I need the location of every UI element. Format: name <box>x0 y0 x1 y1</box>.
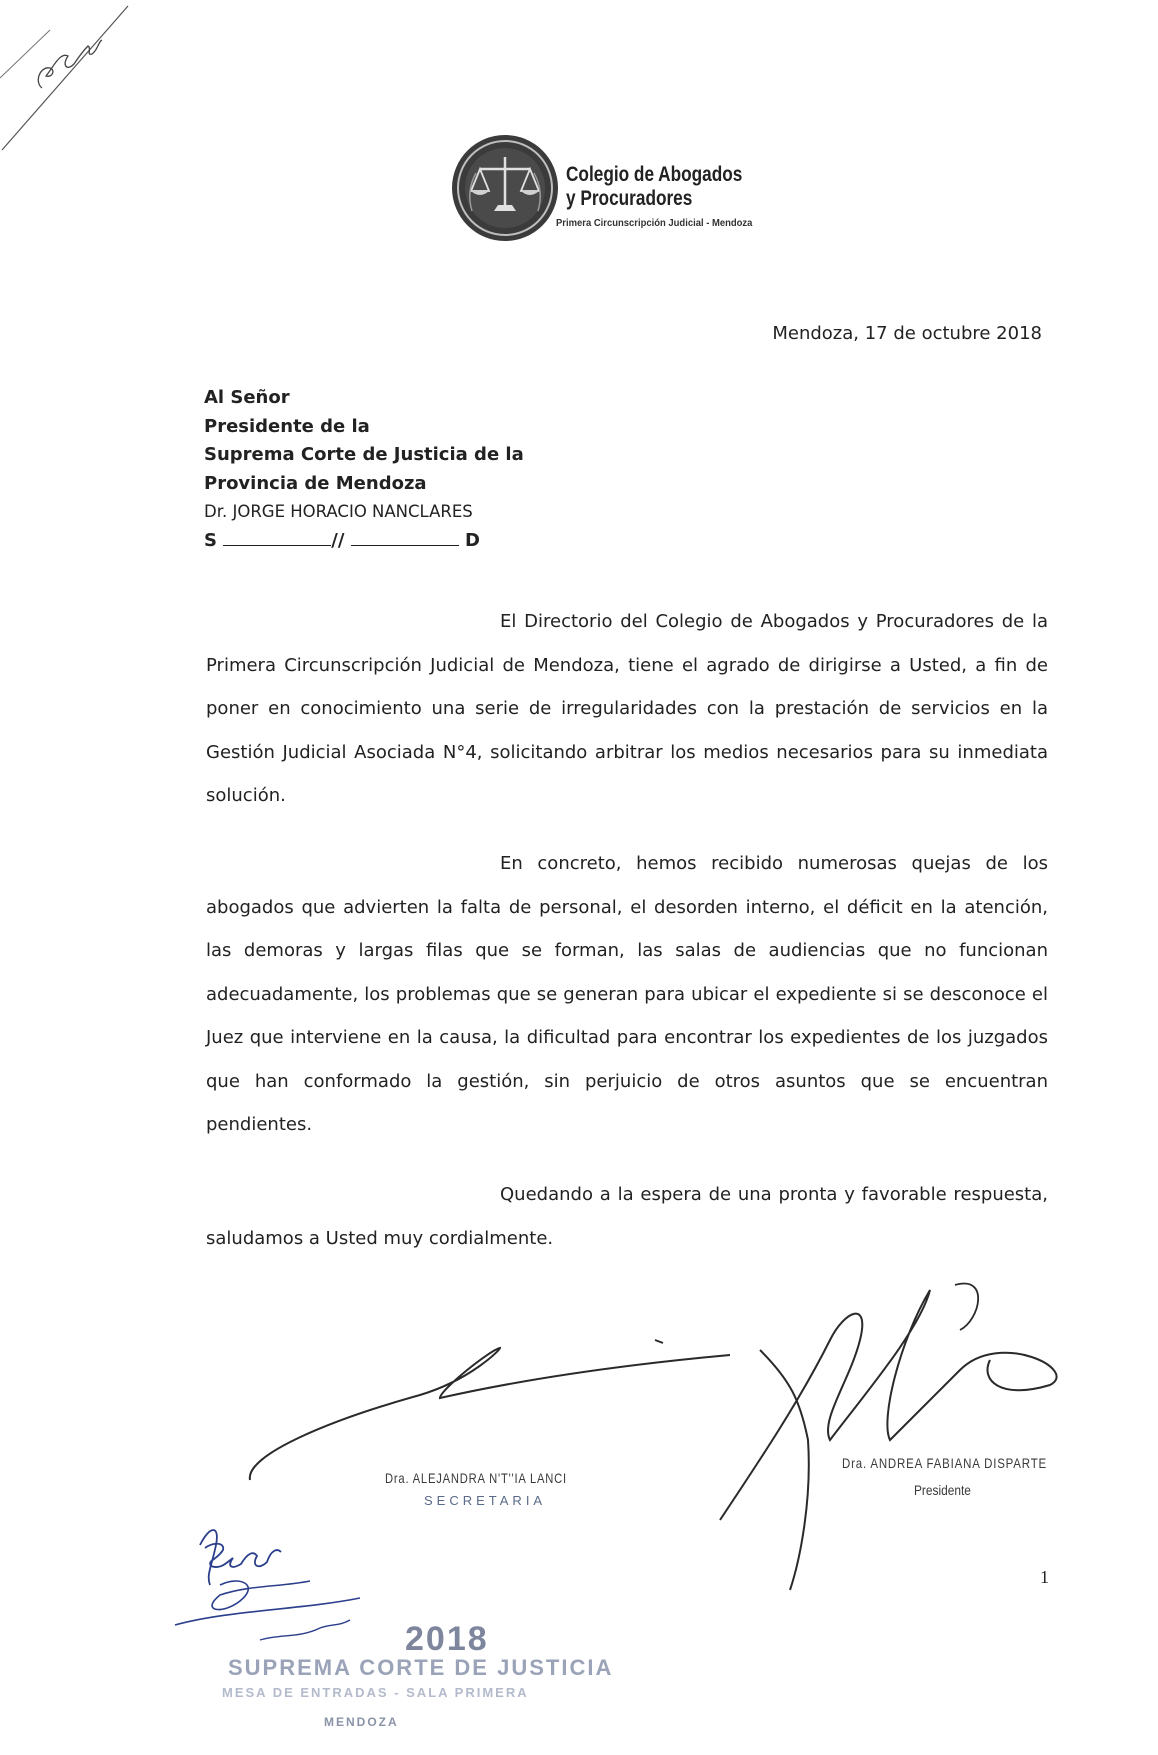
organization-name: Colegio de Abogados y Procuradores <box>566 163 743 210</box>
body-paragraph-1: El Directorio del Colegio de Abogados y Procuradores de la Primera Circunscripción Judicial de Mendoza, tiene el agrado de dirigirse a Usted, a fin de poner en conocimiento una serie de irregularidades con la prestación de servicios en la Gestión Judicial Asociada N°4, solicitando arbitrar los medios necesarios para su inmediata solución. <box>206 611 1048 806</box>
sd-formula: S // D <box>204 529 480 551</box>
president-role: Presidente <box>914 1482 971 1498</box>
president-name: Dra. ANDREA FABIANA DISPARTE <box>842 1455 1047 1471</box>
secretary-name: Dra. ALEJANDRA N'T''IA LANCI <box>385 1470 567 1486</box>
recipient-name: Dr. JORGE HORACIO NANCLARES <box>204 502 473 521</box>
page-number: 1 <box>1040 1567 1049 1587</box>
stamp-line: MENDOZA <box>324 1715 399 1729</box>
recipient-line: Presidente de la <box>204 415 370 437</box>
stamp-date: 2018 <box>405 1620 489 1658</box>
recipient-line: Suprema Corte de Justicia de la <box>204 444 524 465</box>
stamp-line: MESA DE ENTRADAS - SALA PRIMERA <box>222 1685 529 1700</box>
recipient-line: Provincia de Mendoza <box>204 472 427 494</box>
body-paragraph-3: Quedando a la espera de una pronta y favorable respuesta, saludamos a Usted muy cordialmente. <box>206 1184 1048 1249</box>
secretary-role: SECRETARIA <box>424 1493 547 1508</box>
body-paragraph-2: En concreto, hemos recibido numerosas quejas de los abogados que advierten la falta de personal, el desorden interno, el déficit en la atención, las demoras y largas filas que se forman, las salas de audiencias que no funcionan adecuadamente, los problemas que se generan para ubicar el expediente si se desconoce el Juez que interviene en la causa, la dificultad para encontrar los expedientes de los juzgados que han conformado la gestión, sin perjuicio de otros asuntos que se encuentran pendientes. <box>206 853 1048 1135</box>
stamp-line: SUPREMA CORTE DE JUSTICIA <box>228 1655 614 1680</box>
recipient-line: Al Señor <box>204 387 290 408</box>
organization-subtitle: Primera Circunscripción Judicial - Mendoza <box>556 217 753 229</box>
letter-date: Mendoza, 17 de octubre 2018 <box>772 323 1042 344</box>
